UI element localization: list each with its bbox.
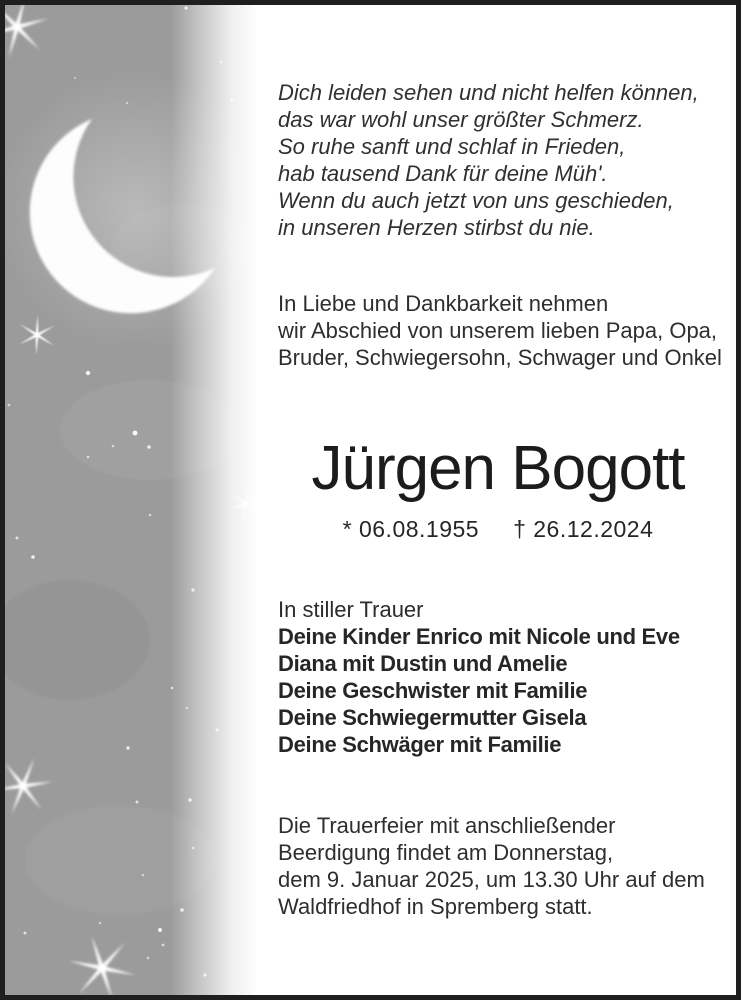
birth-date: * 06.08.1955 — [342, 516, 480, 542]
farewell-line: Bruder, Schwiegersohn, Schwager und Onkel — [278, 345, 722, 370]
life-dates — [278, 516, 718, 543]
obituary-content — [278, 0, 722, 1000]
fade-overlay — [0, 0, 258, 1000]
funeral-line: Waldfriedhof in Spremberg statt. — [278, 894, 593, 919]
farewell-text — [278, 290, 722, 371]
farewell-line: wir Abschied von unserem lieben Papa, Opa, — [278, 318, 718, 343]
funeral-info — [278, 812, 705, 920]
poem-line: Dich leiden sehen und nicht helfen können, — [278, 80, 699, 105]
funeral-line: Die Trauerfeier mit anschließender — [278, 813, 616, 838]
poem-line: in unseren Herzen stirbst du nie. — [278, 215, 595, 240]
mourner-line: Deine Schwiegermutter Gisela — [278, 705, 587, 730]
poem-line: das war wohl unser größter Schmerz. — [278, 107, 644, 132]
deceased-name: Jürgen Bogott — [311, 434, 685, 503]
mourner-line: Diana mit Dustin und Amelie — [278, 651, 568, 676]
mourner-line: Deine Schwäger mit Familie — [278, 732, 562, 757]
death-date: † 26.12.2024 — [513, 516, 654, 542]
mourner-line: Deine Geschwister mit Familie — [278, 678, 588, 703]
poem-line: So ruhe sanft und schlaf in Frieden, — [278, 134, 626, 159]
funeral-line: Beerdigung findet am Donnerstag, — [278, 840, 614, 865]
memorial-poem — [278, 79, 699, 241]
farewell-line: In Liebe und Dankbarkeit nehmen — [278, 291, 609, 316]
funeral-line: dem 9. Januar 2025, um 13.30 Uhr auf dem — [278, 867, 705, 892]
mourners-block — [278, 596, 680, 758]
mourning-intro: In stiller Trauer — [278, 597, 424, 622]
mourner-line: Deine Kinder Enrico mit Nicole und Eve — [278, 624, 680, 649]
deceased-block — [278, 434, 718, 543]
night-sky-image — [0, 0, 258, 1000]
poem-line: Wenn du auch jetzt von uns geschieden, — [278, 188, 674, 213]
poem-line: hab tausend Dank für deine Müh'. — [278, 161, 608, 186]
